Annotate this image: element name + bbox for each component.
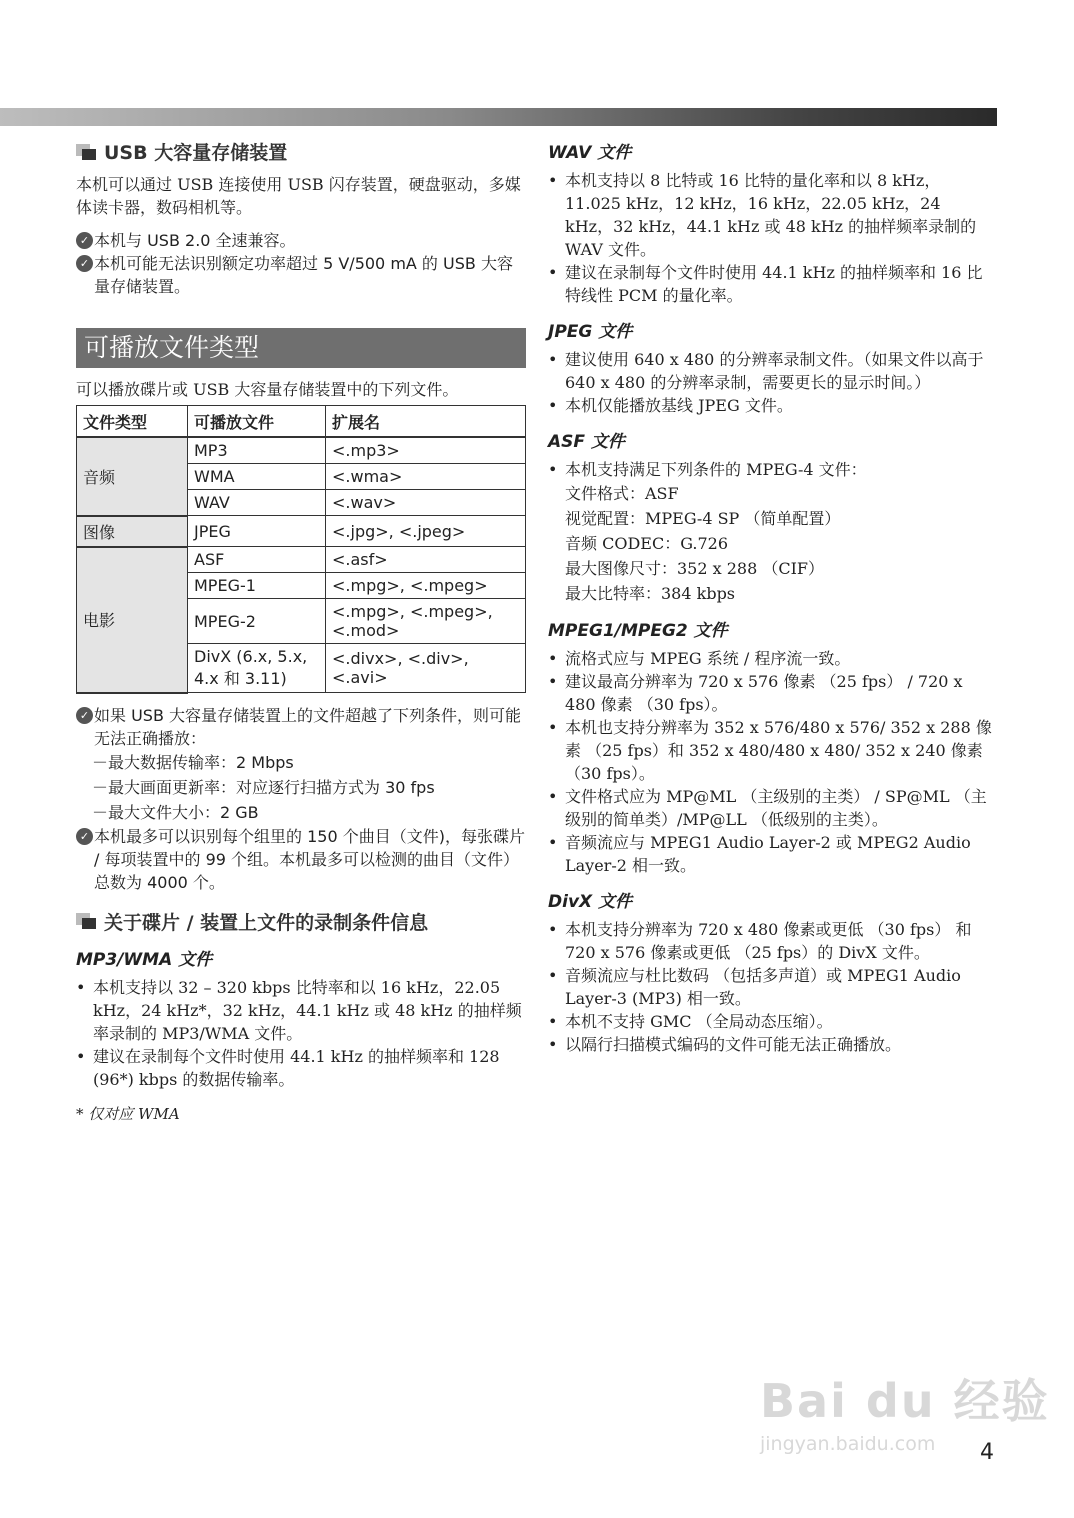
usb-note: ✓ 本机与 USB 2.0 全速兼容。	[76, 229, 526, 252]
list-item: • 本机支持以 32 – 320 kbps 比特率和以 16 kHz，22.05 kHz，24 kHz*，32 kHz，44.1 kHz 或 48 kHz 的抽样频率录制的 MP3/WMA 文件。	[76, 976, 526, 1045]
usb-note: ✓ 本机可能无法识别额定功率超过 5 V/500 mA 的 USB 大容量存储装置。	[76, 252, 526, 298]
list-item: • 建议在录制每个文件时使用 44.1 kHz 的抽样频率和 128 (96*) kbps 的数据传输率。	[76, 1045, 526, 1091]
mp3-wma-subheading: MP3/WMA 文件	[76, 949, 213, 970]
playable-intro: 可以播放碟片或 USB 大容量存储装置中的下列文件。	[76, 380, 459, 399]
right-column	[548, 138, 993, 1056]
table-row: 图像 JPEG <.jpg>, <.jpeg>	[77, 516, 526, 547]
limit-item: －最大数据传输率：2 Mbps	[92, 752, 294, 772]
usb-intro: 本机可以通过 USB 连接使用 USB 闪存装置，硬盘驱动，多媒体读卡器，数码相机等。	[76, 175, 521, 217]
limit-note: ✓ 如果 USB 大容量存储装置上的文件超越了下列条件，则可能无法正确播放：	[76, 704, 526, 750]
recording-heading: 关于碟片 / 装置上文件的录制条件信息	[76, 908, 526, 935]
jpeg-list	[548, 348, 993, 417]
wav-subheading: WAV 文件	[548, 143, 632, 163]
table-row: WAV <.wav>	[77, 490, 526, 516]
divx-list	[548, 918, 993, 1056]
jpeg-subheading: JPEG 文件	[548, 322, 633, 342]
limit-item: －最大画面更新率：对应逐行扫描方式为 30 fps	[92, 777, 435, 797]
check-icon: ✓	[76, 828, 93, 845]
list-item: • 建议使用 640 x 480 的分辨率录制文件。（如果文件以高于 640 x 480 的分辨率录制，需要更长的显示时间。）	[548, 348, 993, 394]
asf-spec: 文件格式：ASF	[565, 484, 679, 503]
limit-item: －最大文件大小：2 GB	[92, 802, 259, 822]
check-icon: ✓	[76, 255, 93, 272]
list-item: • 音频流应与杜比数码 （包括多声道）或 MPEG1 Audio Layer-3 (MP3) 相一致。	[548, 964, 993, 1010]
list-item: • 音频流应与 MPEG1 Audio Layer-2 或 MPEG2 Audio Layer-2 相一致。	[548, 831, 993, 877]
header-bar	[0, 108, 997, 126]
table-row: 电影 ASF <.asf>	[77, 547, 526, 573]
table-row: WMA <.wma>	[77, 464, 526, 490]
table-row: DivX (6.x, 5.x, 4.x 和 3.11) <.divx>, <.div>, <.avi>	[77, 644, 526, 693]
check-icon: ✓	[76, 232, 93, 249]
playable-title-bar: 可播放文件类型	[76, 328, 526, 368]
section-square-icon	[76, 913, 98, 929]
table-row: MPEG-2 <.mpg>, <.mpeg>, <.mod>	[77, 599, 526, 644]
list-item: • 建议最高分辨率为 720 x 576 像素 （25 fps） / 720 x 480 像素 （30 fps）。	[548, 670, 993, 716]
file-type-table	[76, 405, 526, 694]
list-item: • 以隔行扫描模式编码的文件可能无法正确播放。	[548, 1033, 993, 1056]
list-item: • 本机支持以 8 比特或 16 比特的量化率和以 8 kHz，11.025 kHz，12 kHz，16 kHz，22.05 kHz，24 kHz，32 kHz，44.1 kHz 或 48 kHz 的抽样频率录制的 WAV 文件。	[548, 169, 993, 261]
list-item: • 流格式应与 MPEG 系统 / 程序流一致。	[548, 647, 993, 670]
mpeg-subheading: MPEG1/MPEG2 文件	[548, 621, 728, 641]
table-row: 音频 MP3 <.mp3>	[77, 437, 526, 464]
mp3-wma-list	[76, 976, 526, 1091]
footnote: * 仅对应 WMA	[76, 1104, 180, 1123]
mpeg-list	[548, 647, 993, 877]
table-row: MPEG-1 <.mpg>, <.mpeg>	[77, 573, 526, 599]
list-item: • 建议在录制每个文件时使用 44.1 kHz 的抽样频率和 16 比特线性 PCM 的量化率。	[548, 261, 993, 307]
usb-heading: USB 大容量存储装置	[76, 138, 526, 165]
list-item: • 本机不支持 GMC （全局动态压缩）。	[548, 1010, 993, 1033]
baidu-watermark	[760, 1365, 1050, 1455]
section-square-icon	[76, 144, 98, 160]
list-item: • 本机支持分辨率为 720 x 480 像素或更低 （30 fps） 和 720 x 576 像素或更低 （25 fps）的 DivX 文件。	[548, 918, 993, 964]
page-number: 4	[980, 1440, 994, 1465]
left-column	[76, 138, 526, 1124]
list-item: • 本机也支持分辨率为 352 x 576/480 x 576/ 352 x 288 像素 （25 fps）和 352 x 480/480 x 480/ 352 x 240 像素 （30 fps）。	[548, 716, 993, 785]
watermark-logo: Bai du 经验	[760, 1374, 1050, 1428]
wav-list	[548, 169, 993, 307]
asf-spec: 最大比特率：384 kbps	[565, 584, 736, 603]
asf-list	[548, 458, 993, 481]
asf-subheading: ASF 文件	[548, 432, 625, 452]
table-header-row: 文件类型 可播放文件 扩展名	[77, 406, 526, 438]
asf-spec: 音频 CODEC：G.726	[565, 534, 729, 553]
asf-spec: 最大图像尺寸：352 x 288 （CIF）	[565, 559, 825, 578]
asf-spec: 视觉配置：MPEG-4 SP （简单配置）	[565, 509, 841, 528]
list-item: • 本机支持满足下列条件的 MPEG-4 文件：	[548, 458, 993, 481]
list-item: • 文件格式应为 MP@ML （主级别的主类） / SP@ML （主级别的简单类）/MP@LL （低级别的主类）。	[548, 785, 993, 831]
count-note: ✓ 本机最多可以识别每个组里的 150 个曲目（文件)，每张碟片 / 每项装置中的 99 个组。本机最多可以检测的曲目（文件）总数为 4000 个。	[76, 825, 526, 894]
watermark-url: jingyan.baidu.com	[760, 1433, 936, 1455]
check-icon: ✓	[76, 707, 93, 724]
list-item: • 本机仅能播放基线 JPEG 文件。	[548, 394, 993, 417]
divx-subheading: DivX 文件	[548, 892, 633, 912]
